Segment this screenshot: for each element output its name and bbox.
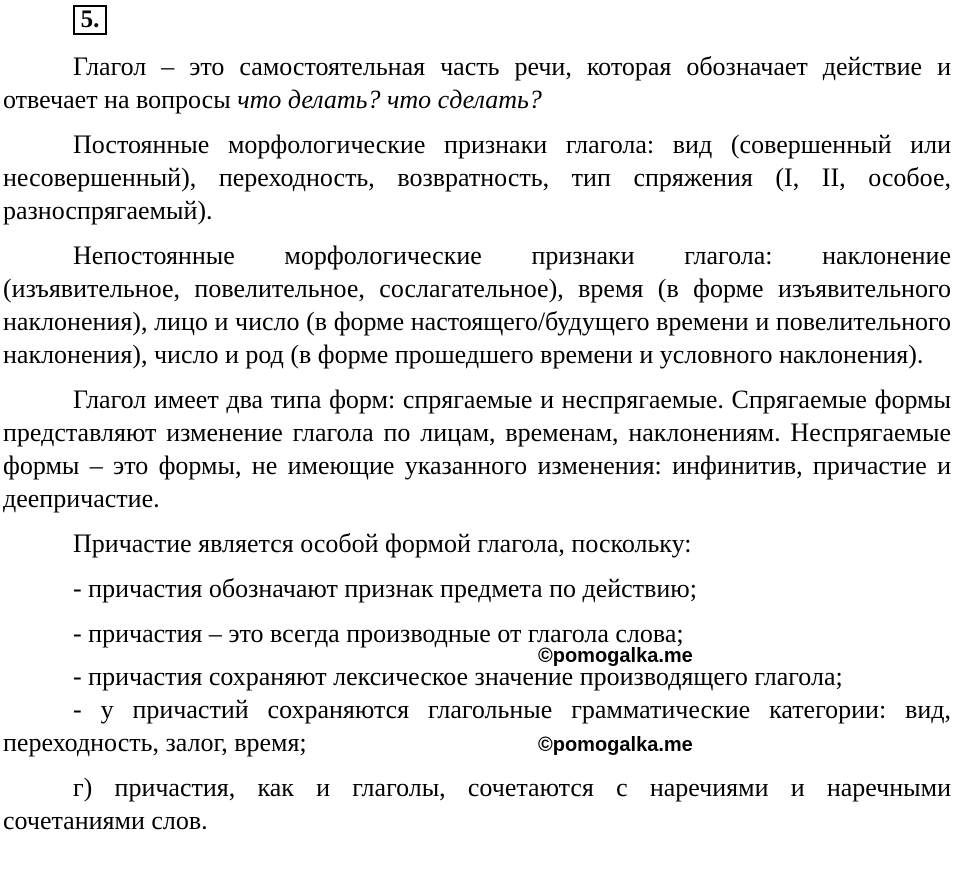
paragraph-variable-features: Непостоянные морфологические признаки глагола: наклонение (изъявительное, повелительное, сослагательное), время (в форме изъявительного наклонения), лицо и число (в форме настоящего/будущего времени и повелительного наклонения), число и род (в форме прошедшего времени и условного наклонения). [3, 241, 951, 369]
list-item-participle-3: - причастия сохраняют лексическое значение производящего глагола; [73, 662, 843, 691]
verb-questions-italic: что делать? что сделать? [237, 85, 542, 114]
watermark: ©pomogalka.me [538, 645, 693, 667]
list-item-participle-2: - причастия – это всегда производные от глагола слова; [73, 619, 684, 648]
list-item-participle-5: г) причастия, как и глаголы, сочетаются с наречиями и наречными сочетаниями слов. [3, 773, 951, 835]
paragraph-verb-definition [3, 50, 951, 116]
task-number: 5. [73, 5, 107, 35]
paragraph-verb-forms: Глагол имеет два типа форм: спрягаемые и неспрягаемые. Спрягаемые формы представляют изменение глагола по лицам, временам, наклонениям. Неспрягаемые формы – это формы, не имеющие указанного изменения: инфинитив, причастие и деепричастие. [3, 385, 951, 513]
paragraph-constant-features: Постоянные морфологические признаки глагола: вид (совершенный или несовершенный), переходность, возвратность, тип спряжения (I, II, особое, разноспрягаемый). [3, 130, 951, 225]
watermark: ©pomogalka.me [538, 734, 693, 756]
verb-definition-text: Глагол – это самостоятельная часть речи, которая обозначает действие и отвечает на вопросы [3, 52, 951, 114]
paragraph-participle-intro: Причастие является особой формой глагола, поскольку: [73, 529, 692, 558]
document-body [3, 50, 951, 837]
list-item-participle-1: - причастия обозначают признак предмета по действию; [73, 574, 697, 603]
list-item-participle-4: - у причастий сохраняются глагольные грамматические категории: вид, переходность, залог, время; [3, 695, 951, 757]
